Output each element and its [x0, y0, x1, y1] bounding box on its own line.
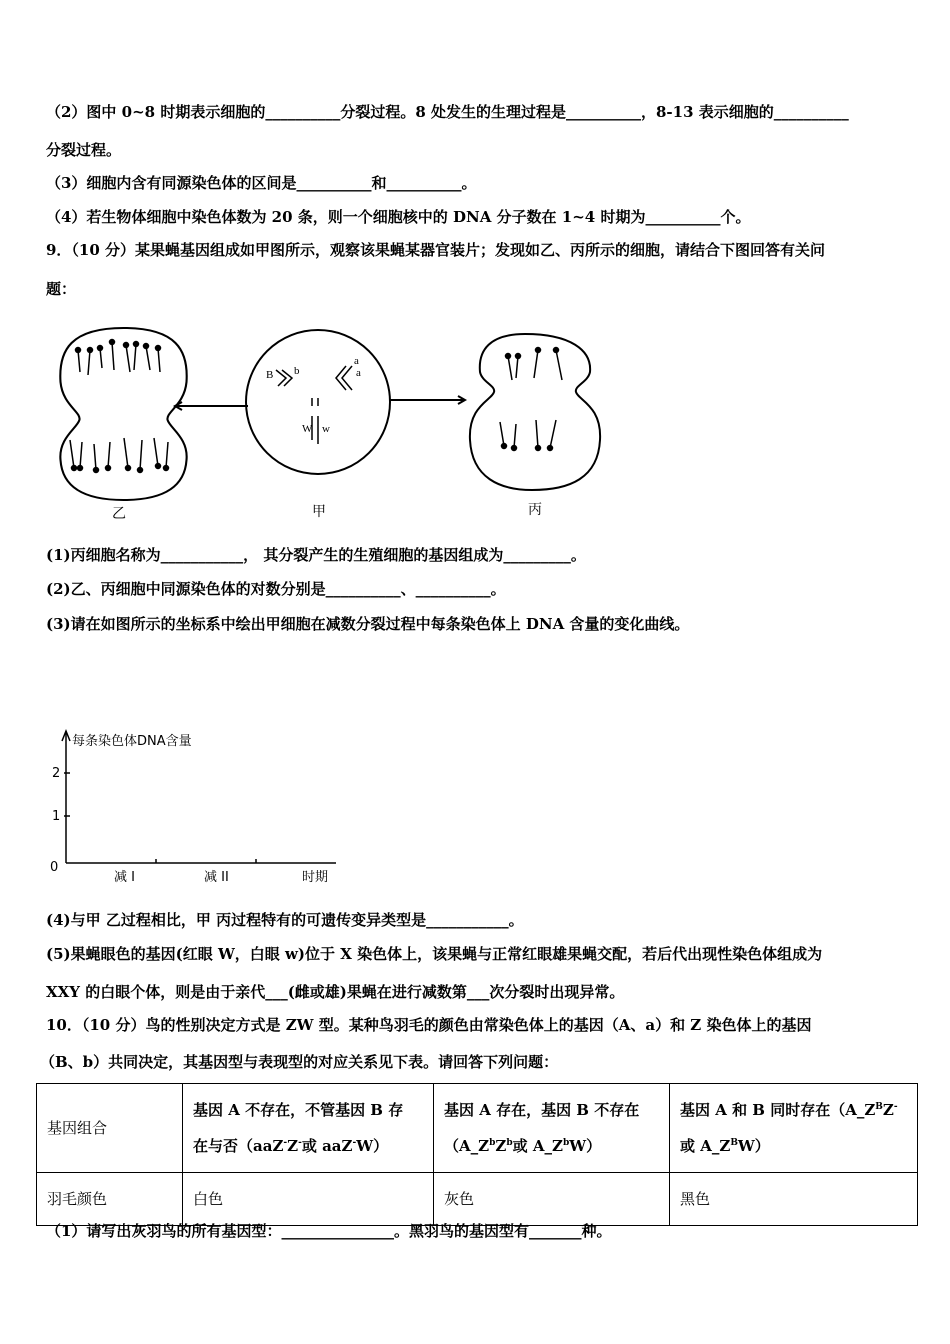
yi-upper-chromosomes	[76, 340, 161, 376]
table-row	[37, 1173, 918, 1226]
label-jia: 甲	[312, 504, 326, 520]
gene-a-label-1: a	[354, 355, 359, 367]
q8-part2-line1: （2）图中 0~8 时期表示细胞的__________分裂过程。8 处发生的生理过程是__________，8-13 表示细胞的__________	[46, 103, 849, 121]
q9-part2: (2)乙、丙细胞中同源染色体的对数分别是__________、__________。	[46, 580, 506, 598]
table-header-cell: 基因组合	[37, 1084, 183, 1173]
color-black: 黑色	[670, 1173, 918, 1226]
yi-lower-chromosomes	[70, 438, 169, 473]
q9-part3: (3)请在如图所示的坐标系中绘出甲细胞在减数分裂过程中每条染色体上 DNA 含量的变化曲线。	[46, 615, 690, 633]
cell-division-figure	[50, 320, 610, 525]
q9-part5-line1: (5)果蝇眼色的基因(红眼 W，白眼 w)位于 X 染色体上，该果蝇与正常红眼雄果蝇交配，若后代出现性染色体组成为	[46, 945, 823, 963]
bing-chromosomes	[500, 348, 562, 451]
gene-a-label-2: a	[356, 367, 361, 379]
gene-B-label: B	[266, 369, 274, 381]
gene-w-label: w	[322, 423, 330, 435]
table-row-label: 羽毛颜色	[37, 1173, 183, 1226]
q8-part2-line2: 分裂过程。	[46, 141, 122, 159]
graph-xtick-meiosis1: 减 I	[114, 870, 135, 885]
q10-stem-line2: （B、b）共同决定，其基因型与表现型的对应关系见下表。请回答下列问题：	[40, 1053, 559, 1071]
q9-part1: (1)丙细胞名称为___________， 其分裂产生的生殖细胞的基因组成为_________。	[46, 546, 586, 564]
genotype-table	[36, 1083, 918, 1226]
gene-W-label: W	[302, 423, 313, 435]
q9-part5-line2: XXY 的白眼个体，则是由于亲代___(雌或雄)果蝇在进行减数第___次分裂时出现异常。	[46, 983, 625, 1001]
graph-ytick-1: 1	[52, 809, 61, 824]
table-cell-gray-genotype: 基因 A 存在，基因 B 不存在 （$A\_Z^bZ^b$或 $A\_Z^bW$）	[434, 1084, 670, 1173]
table-cell-black-genotype: 基因 A 和 B 同时存在（$A\_Z^BZ^-$ 或 $A\_Z^BW$）	[670, 1084, 918, 1173]
label-bing: 丙	[528, 502, 542, 518]
q9-stem-line2: 题：	[46, 280, 77, 298]
table-cell-white-genotype: 基因 A 不存在，不管基因 B 存 在与否（aaZ-Z-或 aaZ-W）	[183, 1084, 434, 1173]
q10-part1: （1）请写出灰羽鸟的所有基因型：_______________。黑羽鸟的基因型有_______种。	[46, 1222, 612, 1240]
graph-ytick-2: 2	[52, 766, 61, 781]
dna-content-graph	[46, 725, 346, 890]
gene-b-label: b	[294, 365, 300, 377]
jia-chromosomes	[276, 366, 352, 444]
q9-part4: (4)与甲 乙过程相比，甲 丙过程特有的可遗传变异类型是___________。	[46, 911, 524, 929]
graph-xtick-time: 时期	[302, 870, 329, 885]
q8-part3: （3）细胞内含有同源染色体的区间是__________和__________。	[46, 174, 477, 192]
q9-stem-line1: 9．（10 分）某果蝇基因组成如甲图所示，观察该果蝇某器官装片；发现如乙、丙所示的细胞，请结合下图回答有关问	[46, 241, 826, 259]
color-white: 白色	[183, 1173, 434, 1226]
graph-xtick-meiosis2: 减 II	[204, 870, 229, 885]
q8-part4: （4）若生物体细胞中染色体数为 20 条，则一个细胞核中的 DNA 分子数在 1~4 时期为__________个。	[46, 208, 751, 226]
q10-stem-line1: 10．（10 分）鸟的性别决定方式是 ZW 型。某种鸟羽毛的颜色由常染色体上的基因（A、a）和 Z 染色体上的基因	[46, 1016, 812, 1034]
label-yi: 乙	[112, 506, 126, 522]
graph-y-label: 每条染色体DNA含量	[72, 734, 192, 749]
table-row	[37, 1084, 918, 1173]
graph-ytick-0: 0	[50, 860, 59, 875]
color-gray: 灰色	[434, 1173, 670, 1226]
